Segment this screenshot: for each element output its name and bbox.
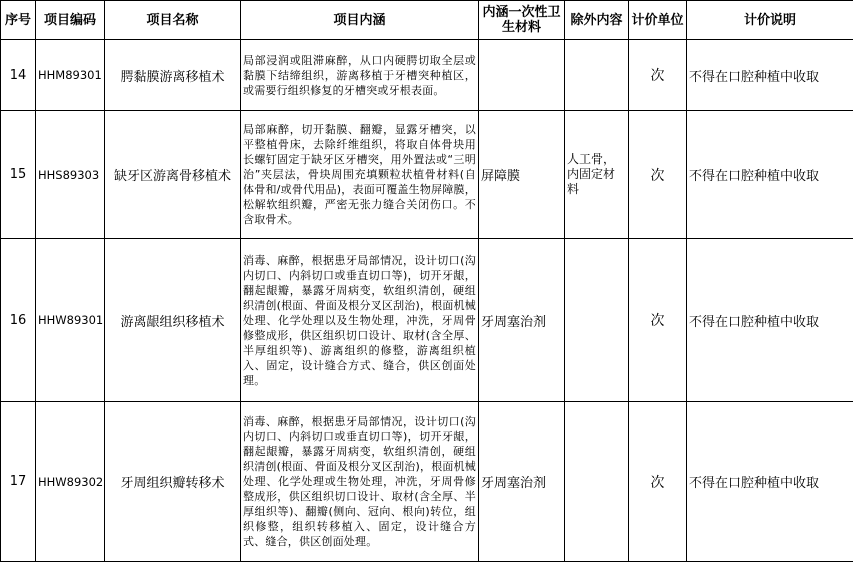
row-excluded: 人工骨，内固定材料 [565, 111, 629, 239]
row-no: 16 [1, 239, 36, 402]
header-no: 序号 [1, 1, 36, 40]
row-unit: 次 [629, 111, 687, 239]
row-note: 不得在口腔种植中收取 [687, 402, 853, 562]
header-content: 项目内涵 [241, 1, 479, 40]
header-excluded: 除外内容 [565, 1, 629, 40]
row-name: 缺牙区游离骨移植术 [105, 111, 241, 239]
row-code: HHW89301 [36, 239, 105, 402]
row-code: HHW89302 [36, 402, 105, 562]
header-name: 项目名称 [105, 1, 241, 40]
row-no: 17 [1, 402, 36, 562]
row-excluded [565, 402, 629, 562]
row-no: 15 [1, 111, 36, 239]
header-note: 计价说明 [687, 1, 853, 40]
header-code: 项目编码 [36, 1, 105, 40]
row-material: 牙周塞治剂 [479, 402, 565, 562]
row-unit: 次 [629, 402, 687, 562]
row-content: 局部麻醉，切开黏膜、翻瓣，显露牙槽突，以平整植骨床，去除纤维组织，将取自体骨块用长螺钉固定于缺牙区牙槽突，用外置法或“三明治”夹层法，骨块周围充填颗粒状植骨材料(自体骨和/或骨代用品)，表面可覆盖生物屏障膜，松解软组织瓣，严密无张力缝合关闭伤口。不含取骨术。 [241, 111, 479, 239]
row-material: 屏障膜 [479, 111, 565, 239]
row-name: 腭黏膜游离移植术 [105, 40, 241, 111]
row-note: 不得在口腔种植中收取 [687, 40, 853, 111]
row-content: 局部浸润或阻滞麻醉，从口内硬腭切取全层或黏膜下结缔组织，游离移植于牙槽突种植区，或需要行组织修复的牙槽突或牙根表面。 [241, 40, 479, 111]
row-material [479, 40, 565, 111]
table-row [1, 111, 853, 239]
row-excluded [565, 239, 629, 402]
table-row [1, 239, 853, 402]
row-material: 牙周塞治剂 [479, 239, 565, 402]
header-material: 内涵一次性卫生材料 [479, 1, 565, 40]
row-name: 牙周组织瓣转移术 [105, 402, 241, 562]
row-content: 消毒、麻醉，根据患牙局部情况，设计切口(沟内切口、内斜切口或垂直切口等)，切开牙龈，翻起龈瓣，暴露牙周病变，软组织清创，硬组织清创(根面、骨面及根分叉区刮治)，根面机械处理、化学处理以及生物处理，冲洗，牙周骨修整成形，供区组织切口设计、取材(含全厚、半厚组织等)、游离组织的修整，游离组织植入、固定，设计缝合方式、缝合，供区创面处理。 [241, 239, 479, 402]
row-unit: 次 [629, 239, 687, 402]
row-name: 游离龈组织移植术 [105, 239, 241, 402]
row-note: 不得在口腔种植中收取 [687, 239, 853, 402]
row-code: HHM89301 [36, 40, 105, 111]
header-row [1, 1, 853, 40]
row-unit: 次 [629, 40, 687, 111]
table-row [1, 402, 853, 562]
row-no: 14 [1, 40, 36, 111]
row-note: 不得在口腔种植中收取 [687, 111, 853, 239]
row-content: 消毒、麻醉，根据患牙局部情况，设计切口(沟内切口、内斜切口或垂直切口等)，切开牙龈，翻起龈瓣，暴露牙周病变，软组织清创，硬组织清创(根面、骨面及根分叉区刮治)，根面机械处理、化学处理或生物处理，冲洗，牙周骨修整成形，供区组织切口设计、取材(含全厚、半厚组织等)、翻瓣(侧向、冠向、根向)转位，组织修整，组织转移植入、固定，设计缝合方式、缝合，供区创面处理。 [241, 402, 479, 562]
table-row [1, 40, 853, 111]
row-excluded [565, 40, 629, 111]
row-code: HHS89303 [36, 111, 105, 239]
header-unit: 计价单位 [629, 1, 687, 40]
